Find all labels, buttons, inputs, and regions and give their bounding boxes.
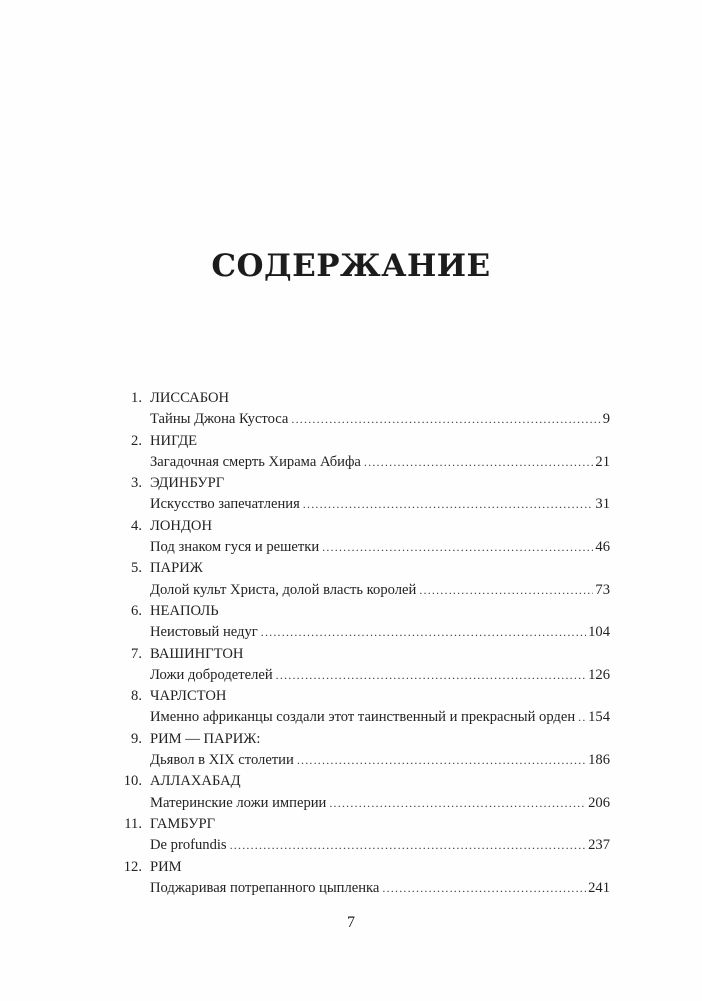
dot-leader [261, 622, 586, 643]
dot-leader [364, 452, 593, 473]
chapter-city: РИМ [150, 858, 182, 875]
chapter-number: 12. [123, 858, 142, 875]
dot-leader [291, 409, 600, 430]
chapter-number: 6. [131, 602, 142, 619]
dot-leader [329, 793, 586, 814]
toc-entry [112, 686, 610, 729]
chapter-city: АЛЛАХАБАД [150, 773, 241, 790]
chapter-subtitle: Дьявол в XIX столетии [150, 752, 294, 769]
chapter-number: 9. [131, 730, 142, 747]
chapter-subtitle: Долой культ Христа, долой власть королей [150, 581, 417, 598]
toc-entry [112, 516, 610, 559]
chapter-subtitle: Загадочная смерть Хирама Абифа [150, 453, 361, 470]
chapter-city: ЛИССАБОН [150, 390, 230, 406]
chapter-page: 186 [588, 752, 610, 769]
dot-leader [297, 750, 586, 771]
toc-entry [112, 558, 610, 601]
chapter-subtitle: Поджаривая потрепанного цыпленка [150, 879, 380, 896]
chapter-number: 7. [131, 645, 142, 662]
chapter-page: 154 [588, 709, 610, 726]
chapter-city: ПАРИЖ [150, 560, 203, 577]
toc-entry [112, 473, 610, 516]
dot-leader [276, 665, 586, 686]
dot-leader [303, 494, 594, 515]
chapter-subtitle: Искусство запечатления [150, 496, 300, 513]
page-number: 7 [347, 914, 355, 931]
chapter-page: 46 [595, 539, 610, 556]
table-of-contents [112, 388, 610, 899]
chapter-subtitle: Под знаком гуся и решетки [150, 539, 320, 556]
chapter-city: ЛОНДОН [150, 517, 213, 534]
chapter-number: 1. [131, 390, 142, 406]
chapter-page: 241 [588, 879, 610, 896]
dot-leader [578, 707, 586, 728]
dot-leader [382, 878, 586, 899]
chapter-number: 2. [131, 432, 142, 449]
chapter-subtitle: De profundis [150, 837, 227, 854]
chapter-number: 5. [131, 560, 142, 577]
chapter-page: 237 [588, 837, 610, 854]
toc-entry [112, 644, 610, 687]
chapter-page: 21 [595, 453, 610, 470]
toc-entry [112, 729, 610, 772]
chapter-city: ЭДИНБУРГ [150, 475, 225, 492]
chapter-number: 3. [131, 475, 142, 492]
chapter-page: 206 [588, 794, 610, 811]
chapter-city: ЧАРЛСТОН [150, 688, 227, 705]
chapter-number: 10. [123, 773, 142, 790]
chapter-city: ГАМБУРГ [150, 815, 216, 832]
chapter-number: 11. [124, 815, 142, 832]
dot-leader [322, 537, 593, 558]
chapter-city: НИГДЕ [150, 432, 198, 449]
dot-leader [419, 580, 593, 601]
dot-leader [230, 835, 587, 856]
toc-entry [112, 388, 610, 431]
chapter-number: 4. [131, 517, 142, 534]
chapter-page: 126 [588, 666, 610, 683]
chapter-number: 8. [131, 688, 142, 705]
toc-entry [112, 771, 610, 814]
chapter-subtitle: Тайны Джона Кустоса [150, 411, 289, 428]
chapter-subtitle: Неистовый недуг [150, 624, 258, 641]
chapter-page: 31 [595, 496, 610, 513]
chapter-page: 9 [602, 411, 610, 428]
toc-entry [112, 814, 610, 857]
chapter-city: ВАШИНГТОН [150, 645, 244, 662]
toc-entry [112, 431, 610, 474]
toc-entry [112, 857, 610, 900]
page-title: СОДЕРЖАНИЕ [211, 248, 491, 284]
chapter-page: 104 [588, 624, 610, 641]
toc-entry [112, 601, 610, 644]
chapter-subtitle: Именно африканцы создали этот таинственный и прекрасный орден [150, 709, 576, 726]
chapter-city: НЕАПОЛЬ [150, 602, 219, 619]
chapter-city: РИМ — ПАРИЖ: [150, 730, 261, 747]
chapter-subtitle: Ложи добродетелей [150, 666, 273, 683]
chapter-page: 73 [595, 581, 610, 598]
chapter-subtitle: Материнские ложи империи [150, 794, 327, 811]
